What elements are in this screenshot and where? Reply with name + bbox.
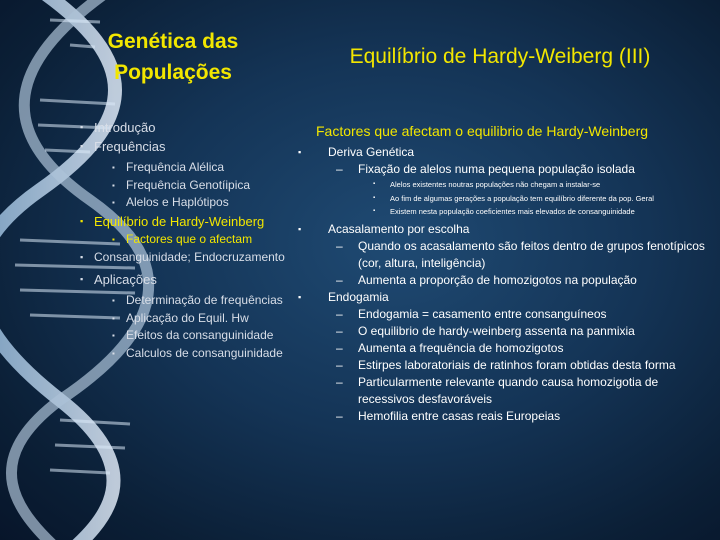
bullet-text: Estirpes laboratoriais de ratinhos foram obtidas desta forma (358, 357, 676, 372)
dash-icon: – (336, 238, 343, 253)
bullet-icon: ▪ (373, 208, 376, 214)
bullet-icon: ▪ (112, 163, 115, 172)
bullet-icon: ▪ (112, 348, 115, 358)
bullet-text: Endogamia = casamento entre consanguíneos (358, 306, 607, 321)
outline-sub-determinacao (80, 292, 295, 310)
bullet-text: Deriva Genética (328, 145, 415, 159)
sub-bullet-endogamia-2 (296, 323, 716, 340)
bullet-endogamia (296, 289, 716, 306)
outline-label: Equilíbrio de Hardy-Weinberg (94, 213, 265, 229)
bullet-icon: ▪ (80, 122, 84, 132)
bullet-text: Particularmente relevante quando causa homozigotia de recessivos desfavoráveis (358, 374, 659, 406)
outline-sub-haplotypes (80, 194, 295, 212)
section-title (78, 26, 268, 88)
dash-icon: – (336, 306, 343, 321)
dash-icon: – (336, 323, 343, 338)
dash-icon: – (336, 272, 343, 287)
bullet-icon: ▪ (112, 180, 115, 190)
outline-sub-allelic (80, 159, 295, 177)
bullet-icon: ▪ (298, 291, 302, 302)
bullet-icon: ▪ (373, 181, 376, 187)
bullet-icon: ▪ (80, 141, 84, 151)
outline-sub-efeitos (80, 327, 295, 345)
bullet-text: Aumenta a frequência de homozigotos (358, 340, 564, 355)
bullet-text: Hemofilia entre casas reais Europeias (358, 408, 561, 423)
outline-label: Aplicação do Equil. Hw (126, 310, 249, 325)
note-deriva-1 (296, 178, 716, 192)
bullet-deriva (296, 144, 716, 161)
sub-bullet-endogamia-4 (296, 357, 716, 374)
section-title-line-2: Populações (114, 61, 232, 84)
bullet-acasalamento (296, 221, 716, 238)
outline-label: Calculos de consanguinidade (126, 345, 283, 360)
dash-icon: – (336, 408, 343, 423)
dash-icon: – (336, 340, 343, 355)
bullet-icon: ▪ (112, 313, 115, 323)
bullet-icon: ▪ (80, 274, 84, 284)
sub-bullet-deriva (296, 161, 716, 178)
bullet-text: O equilibrio de hardy-weinberg assenta na panmixia (358, 323, 635, 338)
outline-label: Consanguinidade; Endocruzamento (94, 250, 285, 264)
bullet-text: Alelos existentes noutras populações não chegam a instalar-se (390, 180, 601, 189)
note-deriva-3 (296, 205, 716, 219)
outline-label: Aplicações (94, 272, 157, 287)
bullet-icon: ▪ (80, 252, 84, 262)
sub-bullet-acasalamento-2 (296, 272, 716, 289)
outline-item-introducao (80, 118, 295, 137)
outline-label: Alelos e Haplótipos (126, 195, 229, 209)
outline-sub-calculos (80, 345, 295, 363)
bullet-icon: ▪ (298, 223, 302, 234)
bullet-icon: ▪ (80, 215, 84, 226)
outline-label: Introdução (94, 120, 156, 135)
outline-item-frequencias (80, 137, 295, 156)
outline-sub-aplicacao (80, 310, 295, 328)
dash-icon: – (336, 357, 343, 372)
dash-icon: – (336, 162, 343, 176)
sub-bullet-endogamia-3 (296, 340, 716, 357)
sub-bullet-endogamia-6 (296, 408, 716, 425)
slide-content (296, 122, 716, 425)
outline-sub-factores (80, 231, 295, 249)
sub-bullet-endogamia-5 (296, 374, 716, 408)
dash-icon: – (336, 374, 343, 389)
outline-label: Determinação de frequências (126, 293, 283, 307)
bullet-text: Aumenta a proporção de homozigotos na população (358, 272, 637, 287)
slide-title: Equilíbrio de Hardy-Weiberg (III) (349, 45, 651, 68)
outline-item-equilibrio (80, 212, 295, 231)
bullet-text: Acasalamento por escolha (328, 221, 470, 236)
outline-label: Efeitos da consanguinidade (126, 328, 274, 342)
topic-outline (80, 118, 295, 362)
bullet-icon: ▪ (373, 194, 376, 201)
outline-item-aplicacoes (80, 270, 295, 289)
content-heading: Factores que afectam o equilibrio de Hardy-Weinberg (316, 123, 649, 139)
outline-item-consanguinidade (80, 248, 295, 267)
outline-label: Frequência Alélica (126, 160, 225, 174)
outline-label: Frequência Genotíipica (126, 177, 251, 192)
sub-bullet-acasalamento-1 (296, 238, 716, 272)
bullet-icon: ▪ (298, 147, 302, 157)
bullet-text: Endogamia (328, 289, 389, 304)
bullet-text: Quando os acasalamento são feitos dentro de grupos fenotípicos (cor, altura, inteligência) (358, 238, 705, 270)
bullet-text: Ao fim de algumas gerações a população tem equilíbrio diferente da pop. Geral (390, 193, 654, 203)
outline-label: Frequências (94, 139, 166, 154)
bullet-icon: ▪ (112, 331, 115, 340)
note-deriva-2 (296, 192, 716, 206)
bullet-icon: ▪ (112, 234, 115, 244)
bullet-text: Fixação de alelos numa pequena população isolada (358, 162, 635, 176)
sub-bullet-endogamia-1 (296, 306, 716, 323)
outline-label: Factores que o afectam (126, 231, 253, 246)
bullet-icon: ▪ (112, 198, 115, 207)
outline-sub-genotypic (80, 177, 295, 195)
section-title-line-1: Genética das (107, 30, 239, 53)
bullet-text: Existem nesta população coeficientes mais elevados de consanguinidade (390, 207, 635, 216)
bullet-icon: ▪ (112, 296, 115, 305)
